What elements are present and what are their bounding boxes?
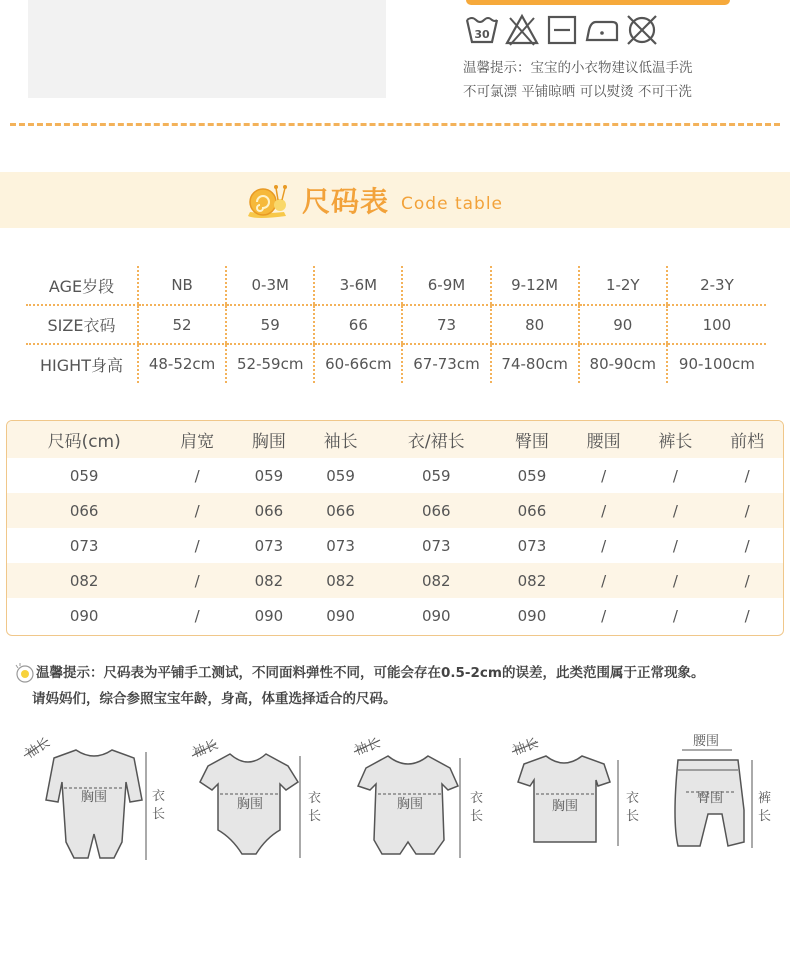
table-cell: 082 [496,563,568,598]
table-cell: 059 [254,466,284,485]
table-cell: 066 [233,493,305,528]
column-header: 腰围 [568,421,640,458]
table-cell: SIZE衣码 [26,305,138,344]
table-cell: 059 [69,466,99,485]
table-cell: 090 [517,606,547,625]
table-header-row [7,421,783,458]
table-cell: / [161,493,233,528]
table-cell: 60-66cm [314,344,402,383]
table-cell: / [672,536,678,555]
table-cell: 90 [579,305,667,344]
product-image-placeholder [28,0,386,98]
table-cell: / [744,536,750,555]
table-cell: / [194,466,200,485]
care-tip-line1: 温馨提示：宝宝的小衣物建议低温手洗 [463,60,693,76]
measurement-notice [14,660,704,712]
table-cell: / [194,606,200,625]
column-header: 肩宽 [161,421,233,458]
measurement-table [7,421,783,633]
care-icons [464,12,660,48]
table-cell: / [640,563,712,598]
table-cell: 90-100cm [667,344,766,383]
table-row [7,563,783,598]
table-cell: / [601,606,607,625]
table-cell: NB [138,266,226,305]
size-row [26,305,766,344]
table-cell: / [711,493,783,528]
no-bleach-icon [504,12,540,48]
table-cell: / [568,493,640,528]
table-cell: / [601,466,607,485]
table-cell: 090 [326,606,355,625]
table-cell: 1-2Y [579,266,667,305]
care-tip-line2: 不可氯漂 平铺晾晒 可以熨烫 不可干洗 [463,84,692,100]
sleeve-label: 袖长 [510,735,541,759]
chest-label: 胸围 [551,799,579,814]
table-cell: / [161,563,233,598]
dashed-divider [10,123,780,126]
table-cell: AGE岁段 [26,266,138,305]
table-cell: / [640,493,712,528]
table-cell: 73 [402,305,490,344]
table-cell: 066 [305,493,377,528]
table-cell: 082 [305,563,377,598]
table-cell: 0-3M [226,266,314,305]
table-row [7,493,783,528]
table-cell: / [194,536,200,555]
table-cell: 52 [138,305,226,344]
table-cell: 059 [517,466,547,485]
table-row [7,598,783,633]
table-cell: 80 [491,305,579,344]
length-label: 衣长 [308,791,322,824]
table-cell: 073 [254,536,284,555]
table-cell: 2-3Y [667,266,766,305]
wash-temp: 30 [474,28,490,41]
egg-icon [14,663,34,683]
hip-label: 臀围 [696,791,724,806]
sleeve-label: 袖长 [352,735,383,759]
snail-icon [246,180,288,220]
column-header: 臀围 [496,421,568,458]
table-cell: 082 [7,563,161,598]
table-cell: / [744,606,750,625]
length-label: 衣长 [626,791,640,824]
tshirt-diagram [508,730,658,870]
table-cell: 059 [326,466,355,485]
table-cell: 80-90cm [579,344,667,383]
measurement-table-box [6,420,784,636]
age-row [26,266,766,305]
table-cell: 073 [69,536,99,555]
notice-line1: 温馨提示：尺码表为平铺手工测试，不同面料弹性不同，可能会存在0.5-2cm的误差，此类范围属于正常现象。 [36,665,705,681]
table-cell: 6-9M [402,266,490,305]
column-header: 尺码(cm) [7,421,161,458]
notice-line2: 请妈妈们，综合参照宝宝年龄，身高，体重选择适合的尺码。 [32,691,397,707]
table-cell: 59 [226,305,314,344]
table-cell: 059 [421,466,451,485]
sleeve-label: 袖长 [190,737,221,762]
table-cell: 3-6M [314,266,402,305]
section-title-en: Code table [401,194,503,214]
table-row [7,458,783,493]
age-size-table [26,266,766,383]
pants-diagram [664,730,784,870]
table-cell: 073 [421,536,451,555]
table-cell: 48-52cm [138,344,226,383]
column-header: 前档 [711,421,783,458]
column-header: 胸围 [233,421,305,458]
column-header: 裤长 [640,421,712,458]
table-cell: 066 [376,493,496,528]
table-cell: 082 [376,563,496,598]
table-cell: 74-80cm [491,344,579,383]
iron-low-icon [584,12,620,48]
orange-accent-bar [466,0,730,5]
section-title-cn: 尺码表 [302,185,390,218]
length-label: 衣长 [470,791,484,824]
wash-30-icon [464,12,500,48]
table-row [7,528,783,563]
bodysuit-diagram [186,730,336,870]
table-cell: HIGHT身高 [40,355,123,375]
table-cell: 066 [496,493,568,528]
column-header: 衣/裙长 [376,421,496,458]
table-cell: 090 [254,606,284,625]
table-cell: 9-12M [491,266,579,305]
table-cell: / [672,606,678,625]
table-cell: 66 [314,305,402,344]
table-cell: / [601,536,607,555]
table-cell: / [568,563,640,598]
table-cell: 073 [326,536,355,555]
care-tip [463,56,693,104]
column-header: 袖长 [305,421,377,458]
length-label: 衣长 [152,789,166,822]
table-cell: 090 [69,606,99,625]
dry-flat-icon [544,12,580,48]
table-cell: 100 [667,305,766,344]
table-cell: 67-73cm [402,344,490,383]
table-cell: 073 [517,536,547,555]
chest-label: 胸围 [80,790,108,805]
sleeve-label: 袖长 [22,735,53,762]
table-cell: 52-59cm [226,344,314,383]
table-cell: / [672,466,678,485]
waist-label: 腰围 [692,734,720,749]
table-cell: / [744,466,750,485]
table-cell: 066 [7,493,161,528]
chest-label: 胸围 [236,797,264,812]
pants-length-label: 裤长 [758,791,772,824]
table-cell: / [711,563,783,598]
table-cell: 082 [233,563,305,598]
footed-romper-diagram [18,730,178,870]
table-cell: 090 [421,606,451,625]
short-romper-diagram [350,730,500,870]
chest-label: 胸围 [396,797,424,812]
height-row [26,344,766,383]
no-dry-clean-icon [624,12,660,48]
section-title [246,178,503,222]
